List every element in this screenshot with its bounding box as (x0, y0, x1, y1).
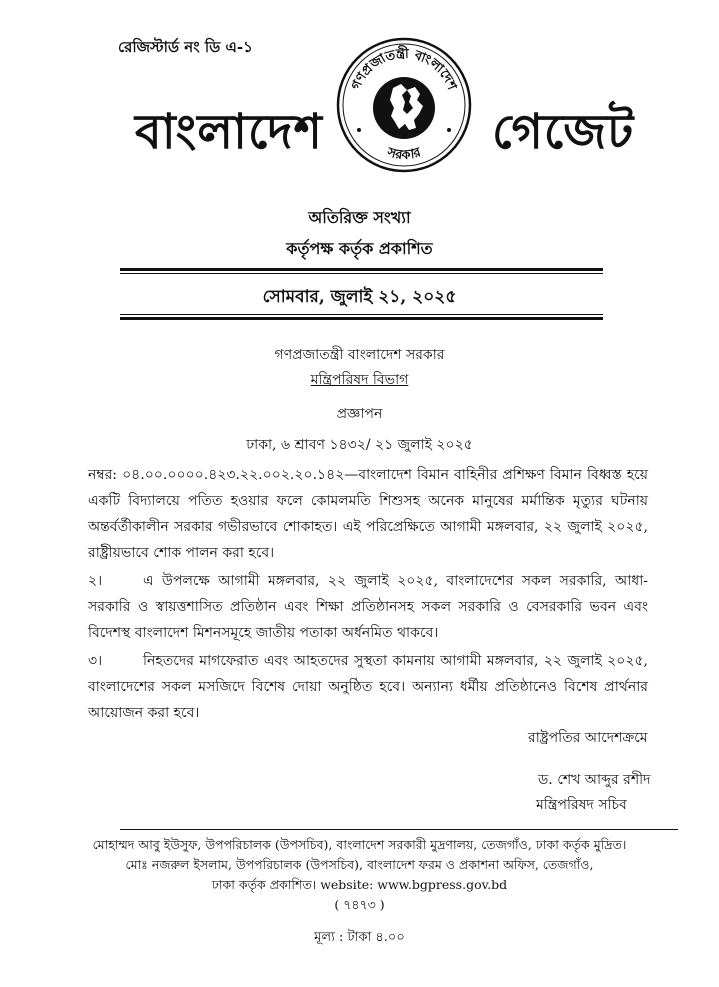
masthead-left: বাংলাদেশ (135, 104, 323, 160)
extraordinary-issue: অতিরিক্ত সংখ্যা (308, 208, 411, 227)
presidential-order: রাষ্ট্রপতির আদেশক্রমে (528, 730, 648, 746)
seal-top-text: গণপ্রজাতন্ত্রী বাংলাদেশ (348, 46, 460, 93)
price: মূল্য : টাকা ৪.০০ (314, 930, 405, 945)
paragraph-2 (88, 568, 648, 646)
divider (120, 317, 603, 320)
divider (120, 273, 603, 274)
paragraph-1 (88, 462, 648, 566)
svg-text:সরকার (384, 145, 423, 164)
paragraph-number: ৩। (88, 653, 103, 669)
footer-serial: ( ৭৪৭৩ ) (334, 897, 385, 912)
footer-divider (120, 829, 678, 830)
paragraph-text: নিহতদের মাগফেরাত এবং আহতদের সুস্থতা কামনায় আগামী মঙ্গলবার, ২২ জুলাই ২০২৫, বাংলাদেশের সকল মসজিদে বিশেষ দোয়া অনুষ্ঠিত হবে। অন্যান্য ধর্মীয় প্রতিষ্ঠানেও বিশেষ প্রার্থনার আয়োজন করা হবে। (88, 653, 648, 721)
divider (120, 268, 603, 271)
footer-website: ঢাকা কর্তৃক প্রকাশিত। website: www.bgpress.gov.bd (211, 877, 508, 892)
place-date: ঢাকা, ৬ শ্রাবণ ১৪৩২/ ২১ জুলাই ২০২৫ (246, 437, 473, 453)
footer-publisher: মোঃ নজরুল ইসলাম, উপপরিচালক (উপসচিব), বাংলাদেশ ফরম ও প্রকাশনা অফিস, তেজগাঁও, (125, 857, 594, 872)
seal-bottom-text: সরকার (385, 145, 423, 164)
registration-number: রেজিস্টার্ড নং ডি এ-১ (118, 38, 253, 56)
division-name: মন্ত্রিপরিষদ বিভাগ (310, 372, 409, 388)
notice-title: প্রজ্ঞাপন (336, 406, 383, 422)
government-name: গণপ্রজাতন্ত্রী বাংলাদেশ সরকার (274, 347, 445, 363)
paragraph-text: নম্বর: ০৪.০০.০০০০.৪২৩.২২.০০২.২০.১৪২—বাংলাদেশ বিমান বাহিনীর প্রশিক্ষণ বিমান বিধ্বস্ত হয়ে একটি বিদ্যালয়ে পতিত হওয়ার ফলে কোমলমতি শিশুসহ অনেক মানুষের মর্মান্তিক মৃত্যুর ঘটনায় অন্তর্বর্তীকালীন সরকার গভীরভাবে শোকাহত। এই পরিপ্রেক্ষিতে আগামী মঙ্গলবার, ২২ জুলাই ২০২৫, রাষ্ট্রীয়ভাবে শোক পালন করা হবে। (88, 467, 648, 561)
signatory-name: ড. শেখ আব্দুর রশীদ (538, 772, 651, 788)
paragraph-text: এ উপলক্ষে আগামী মঙ্গলবার, ২২ জুলাই ২০২৫, বাংলাদেশের সকল সরকারি, আধা-সরকারি ও স্বায়ত্তশাসিত প্রতিষ্ঠান এবং শিক্ষা প্রতিষ্ঠানসহ সকল সরকারি ও বেসরকারি ভবন এবং বিদেশস্থ বাংলাদেশ মিশনসমূহে জাতীয় পতাকা অর্ধনমিত থাকবে। (88, 573, 648, 641)
published-by: কর্তৃপক্ষ কর্তৃক প্রকাশিত (286, 239, 433, 258)
footer (0, 835, 719, 915)
divider (120, 314, 603, 315)
paragraph-number: ২। (88, 573, 103, 589)
government-seal-icon (335, 30, 473, 180)
footer-printer: মোহাম্মদ আবু ইউসুফ, উপপরিচালক (উপসচিব), বাংলাদেশ সরকারী মুদ্রণালয়, তেজগাঁও, ঢাকা কর্তৃক মুদ্রিত। (92, 837, 627, 852)
issue-date: সোমবার, জুলাই ২১, ২০২৫ (262, 287, 457, 307)
masthead-right: গেজেট (492, 104, 635, 160)
paragraph-3 (88, 648, 648, 726)
signatory-title: মন্ত্রিপরিষদ সচিব (536, 797, 627, 813)
